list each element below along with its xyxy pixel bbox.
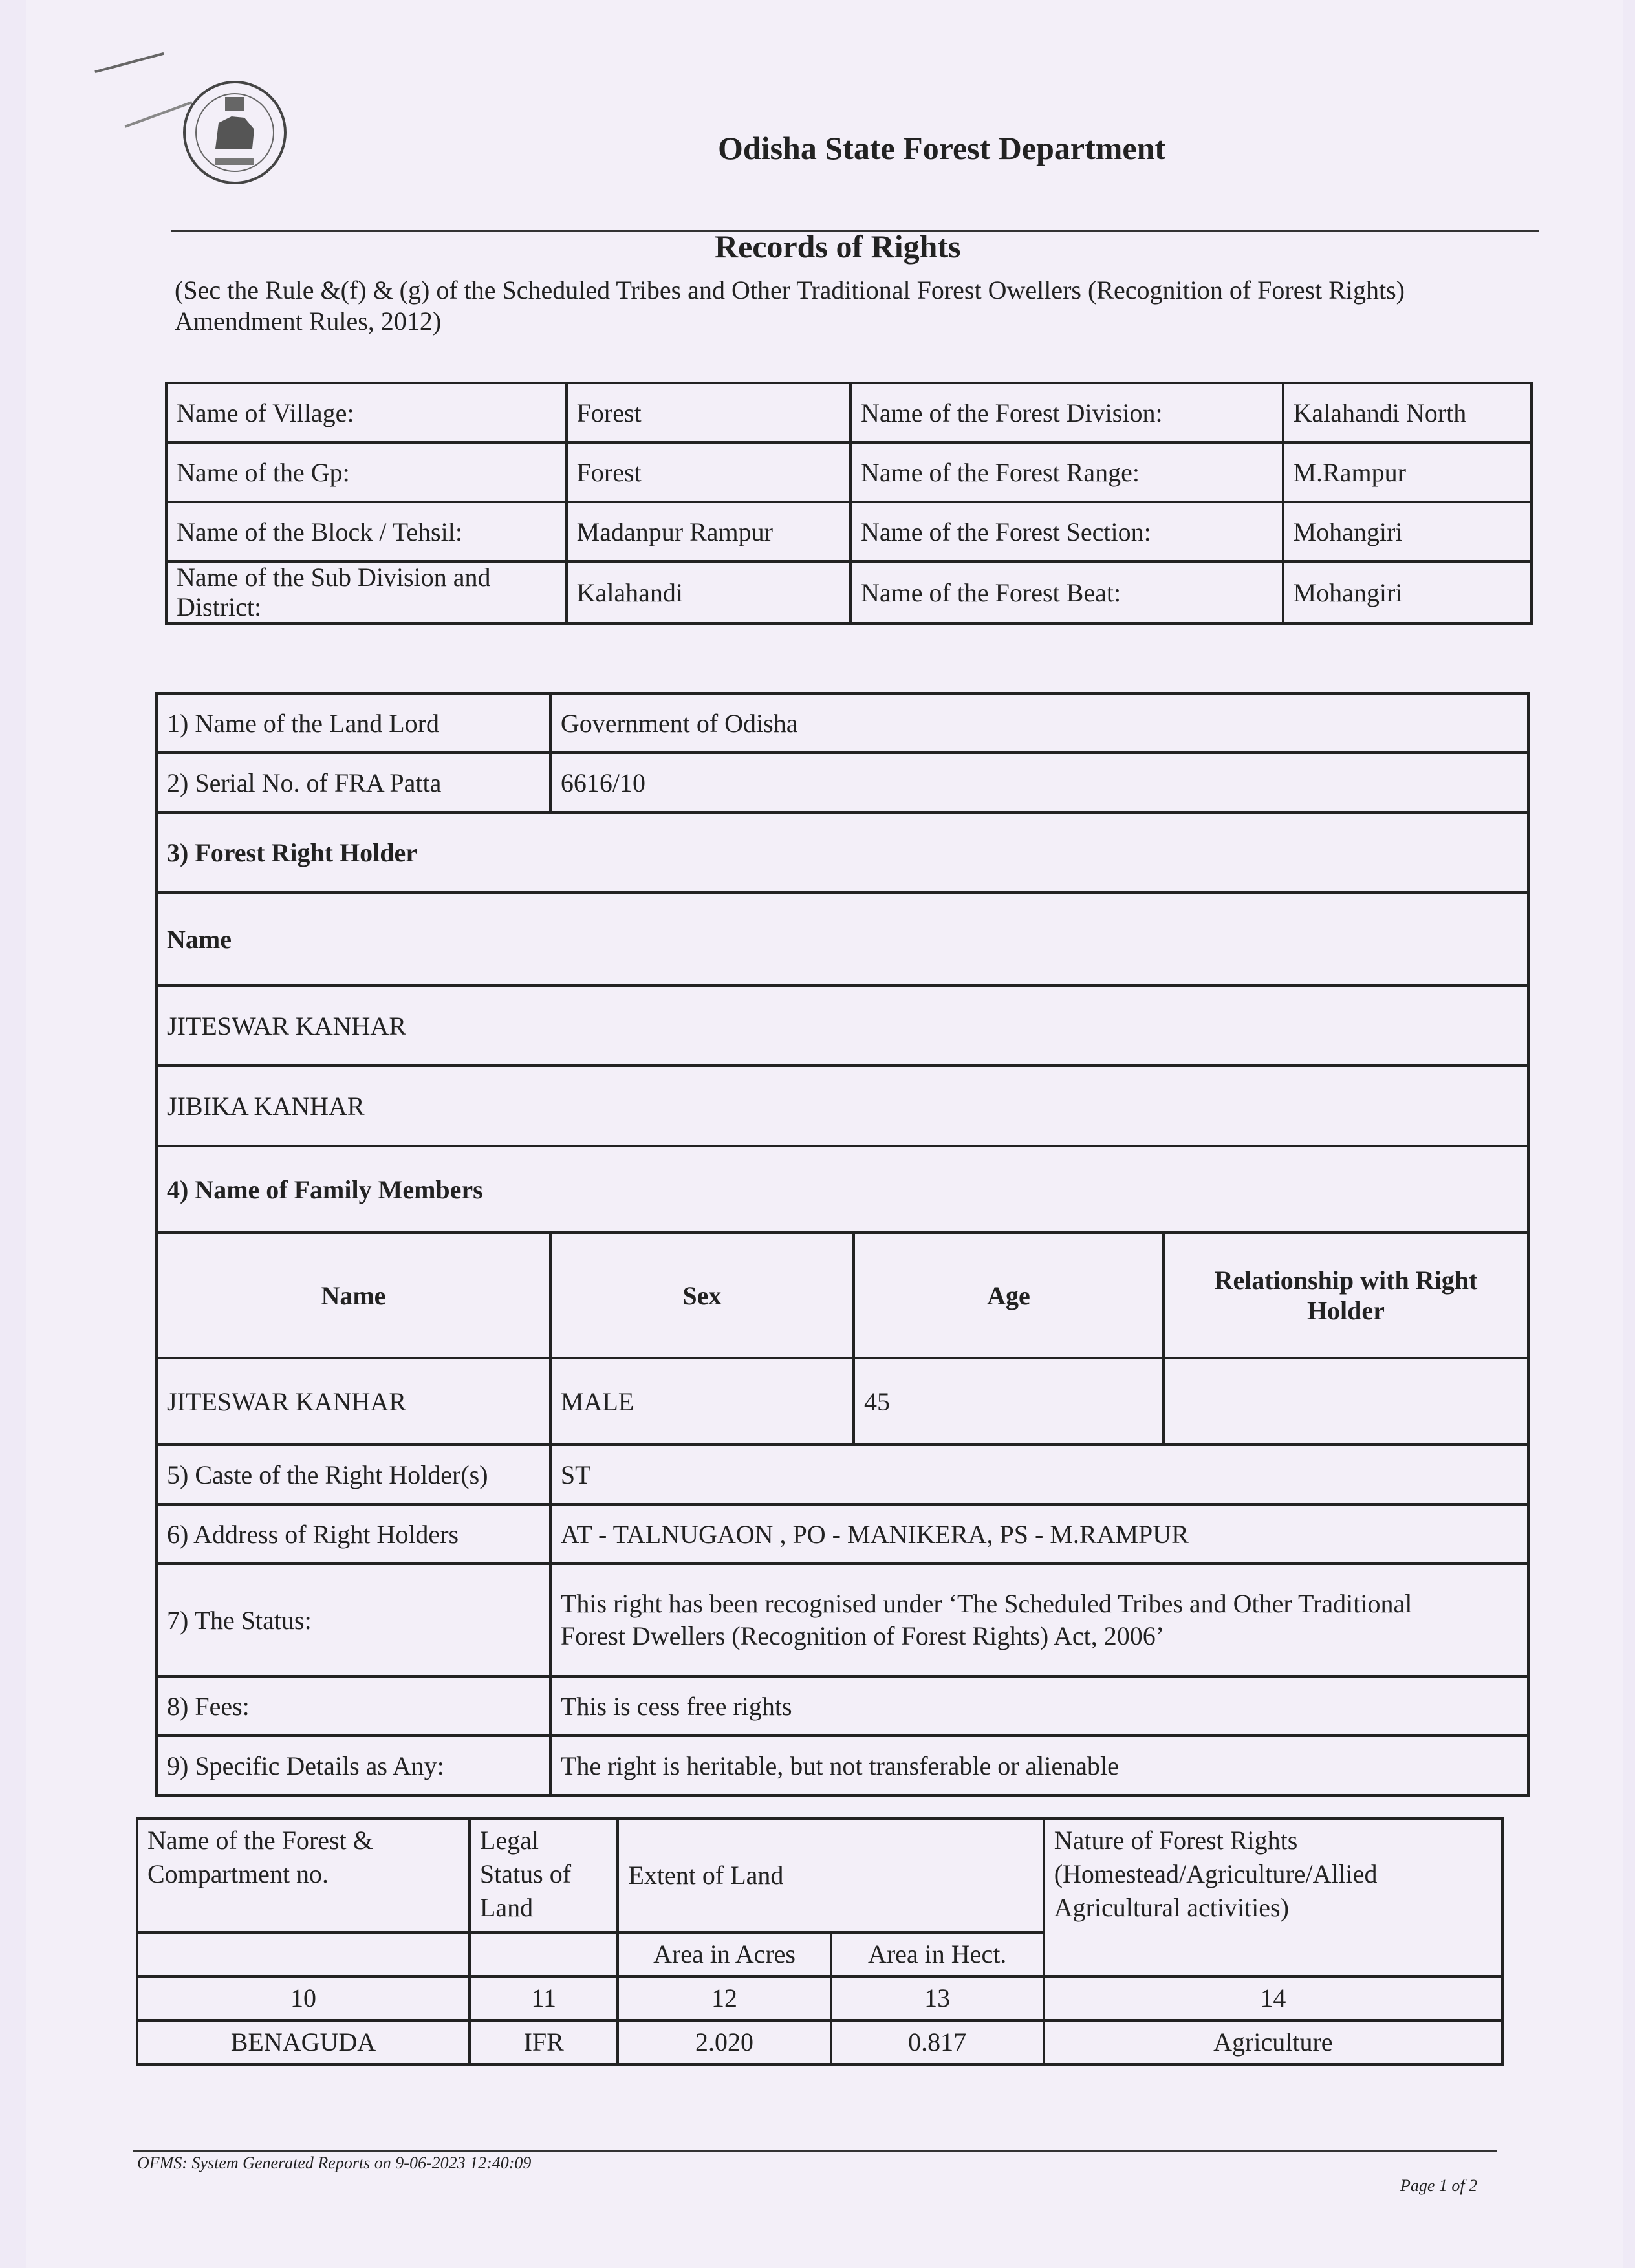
family-header-age: Age bbox=[854, 1233, 1164, 1358]
caste-value: ST bbox=[550, 1445, 1528, 1504]
forest-name: BENAGUDA bbox=[137, 2020, 470, 2064]
gp-value: Forest bbox=[567, 442, 850, 502]
document-title: Records of Rights bbox=[715, 228, 961, 265]
family-header-sex: Sex bbox=[550, 1233, 854, 1358]
subdivision-value: Kalahandi bbox=[567, 561, 850, 623]
column-number: 13 bbox=[831, 1976, 1044, 2020]
land-table bbox=[136, 1817, 1504, 2066]
details-table bbox=[155, 692, 1530, 1797]
family-heading: 4) Name of Family Members bbox=[157, 1146, 1528, 1233]
address-label: 6) Address of Right Holders bbox=[157, 1504, 550, 1564]
column-number: 11 bbox=[470, 1976, 618, 2020]
section-label: Name of the Forest Section: bbox=[850, 502, 1283, 561]
landlord-label: 1) Name of the Land Lord bbox=[157, 693, 550, 753]
fees-value: This is cess free rights bbox=[550, 1676, 1528, 1736]
family-row bbox=[157, 1358, 1528, 1445]
document-subtitle: (Sec the Rule &(f) & (g) of the Scheduled Tribes and Other Traditional Forest Owellers (Recognition of Forest Rights) Amendment Rules, 2012) bbox=[175, 275, 1405, 336]
staple-mark bbox=[94, 52, 164, 73]
extent-of-land-header: Extent of Land bbox=[618, 1819, 1043, 1932]
holder-name-1: JITESWAR KANHAR bbox=[157, 986, 1528, 1066]
forest-compartment-header: Name of the Forest & Compartment no. bbox=[137, 1819, 470, 1932]
status-text-line-2: Forest Dwellers (Recognition of Forest Rights) Act, 2006’ bbox=[560, 1621, 1165, 1650]
column-number: 10 bbox=[137, 1976, 470, 2020]
serial-value: 6616/10 bbox=[550, 753, 1528, 812]
serial-label: 2) Serial No. of FRA Patta bbox=[157, 753, 550, 812]
range-label: Name of the Forest Range: bbox=[850, 442, 1283, 502]
specific-label: 9) Specific Details as Any: bbox=[157, 1736, 550, 1795]
address-value: AT - TALNUGAON , PO - MANIKERA, PS - M.RAMPUR bbox=[550, 1504, 1528, 1564]
generated-timestamp: OFMS: System Generated Reports on 9-06-2023 12:40:09 bbox=[137, 2154, 532, 2172]
specific-value: The right is heritable, but not transferable or alienable bbox=[550, 1736, 1528, 1795]
status-value bbox=[550, 1564, 1528, 1676]
column-number: 14 bbox=[1044, 1976, 1502, 2020]
family-header-relationship: Relationship with Right Holder bbox=[1164, 1233, 1528, 1358]
block-label: Name of the Block / Tehsil: bbox=[166, 502, 567, 561]
family-header-name: Name bbox=[157, 1233, 550, 1358]
division-value: Kalahandi North bbox=[1283, 383, 1532, 442]
area-acres-header: Area in Acres bbox=[618, 1932, 830, 1976]
family-member-relationship bbox=[1164, 1358, 1528, 1445]
caste-label: 5) Caste of the Right Holder(s) bbox=[157, 1445, 550, 1504]
footer-divider bbox=[133, 2150, 1497, 2152]
holder-name-heading: Name bbox=[157, 892, 1528, 986]
subdivision-label: Name of the Sub Division and District: bbox=[166, 561, 567, 623]
legal-status: IFR bbox=[470, 2020, 618, 2064]
status-label: 7) The Status: bbox=[157, 1564, 550, 1676]
division-label: Name of the Forest Division: bbox=[850, 383, 1283, 442]
nature-of-rights-header: Nature of Forest Rights (Homestead/Agriculture/Allied Agricultural activities) bbox=[1044, 1819, 1502, 1976]
column-number: 12 bbox=[618, 1976, 830, 2020]
area-acres: 2.020 bbox=[618, 2020, 830, 2064]
document-page bbox=[26, 0, 1623, 2268]
landlord-value: Government of Odisha bbox=[550, 693, 1528, 753]
odisha-emblem-icon bbox=[180, 78, 290, 188]
beat-label: Name of the Forest Beat: bbox=[850, 561, 1283, 623]
family-member-name: JITESWAR KANHAR bbox=[157, 1358, 550, 1445]
area-hect: 0.817 bbox=[831, 2020, 1044, 2064]
status-text-line-1: This right has been recognised under ‘The Scheduled Tribes and Other Traditional bbox=[560, 1589, 1413, 1618]
holder-name-2: JIBIKA KANHAR bbox=[157, 1066, 1528, 1146]
family-member-age: 45 bbox=[854, 1358, 1164, 1445]
section-value: Mohangiri bbox=[1283, 502, 1532, 561]
location-table bbox=[165, 382, 1533, 625]
holder-heading: 3) Forest Right Holder bbox=[157, 812, 1528, 892]
area-hect-header: Area in Hect. bbox=[831, 1932, 1044, 1976]
block-value: Madanpur Rampur bbox=[567, 502, 850, 561]
land-row bbox=[137, 2020, 1502, 2064]
village-value: Forest bbox=[567, 383, 850, 442]
page-number: Page 1 of 2 bbox=[1400, 2176, 1478, 2195]
beat-value: Mohangiri bbox=[1283, 561, 1532, 623]
nature-of-rights: Agriculture bbox=[1044, 2020, 1502, 2064]
fees-label: 8) Fees: bbox=[157, 1676, 550, 1736]
village-label: Name of Village: bbox=[166, 383, 567, 442]
range-value: M.Rampur bbox=[1283, 442, 1532, 502]
family-member-sex: MALE bbox=[550, 1358, 854, 1445]
department-title: Odisha State Forest Department bbox=[718, 130, 1166, 166]
legal-status-header: Legal Status of Land bbox=[470, 1819, 618, 1932]
gp-label: Name of the Gp: bbox=[166, 442, 567, 502]
